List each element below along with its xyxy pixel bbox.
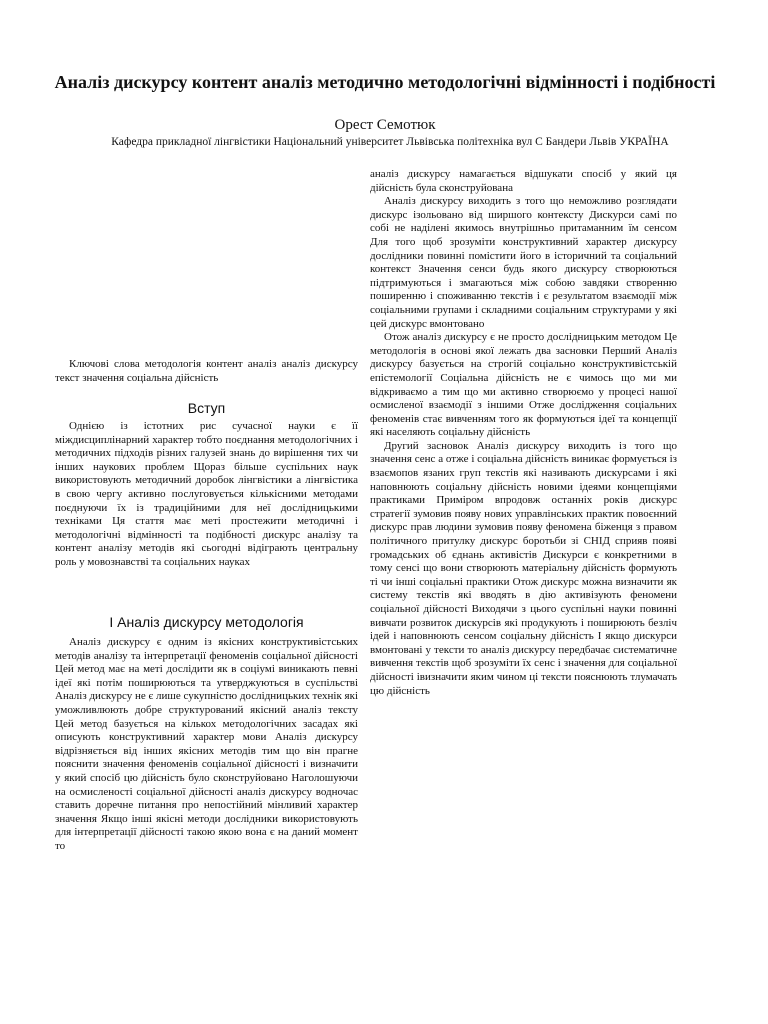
intro-heading: Вступ xyxy=(187,400,226,416)
section1 xyxy=(55,636,358,854)
paper-title: Аналіз дискурсу контент аналіз методично методологічні відмінності і подібності xyxy=(54,72,716,92)
right-column xyxy=(370,168,677,698)
section1-heading: I Аналіз дискурсу методологія xyxy=(109,614,304,630)
right-paragraph-3: Отож аналіз дискурсу є не просто дослідницьким методом Це методологія в основі якої лежать два засновки Перший Аналіз дискурсу базується на строгій соціально конструктивістській епістемології Соціальна дійсність не є чимось що ми ми відкриваємо а тим що ми активно створюємо у процесі нашої осмисленої взаємодії з іншими Отже дослідження соціальних феноменів стає вивченням того як формуються ідеї та концепції які населяють соціальну дійсність xyxy=(370,331,677,439)
right-paragraph-1: аналіз дискурсу намагається відшукати спосіб у який ця дійсність була сконструйована xyxy=(370,168,677,194)
right-paragraph-2: Аналіз дискурсу виходить з того що неможливо розглядати дискурс ізольовано від ширшого контексту Дискурси самі по собі не наділені якимось внутрішньо притаманним їм сенсом Для того щоб зрозуміти конструктивний характер дискурсу дослідники повинні помістити його в історичний та соціальний контекст Значення сенси будь якого дискурсу створюються підтримуються і змагаються між собою завдяки створенню поширенню і споживанню текстів і є результатом взаємодії між соціальними групами і складними соціальним структурами у які цей дискурс вмонтовано xyxy=(370,195,677,330)
author-affiliation: Кафедра прикладної лінгвістики Національний університет Львівська політехніка вул С Бандери Львів УКРАЇНА xyxy=(111,136,669,148)
intro-paragraph: Однією із істотних рис сучасної науки є її міждисциплінарний характер тобто поєднання методологічних і методичних підходів різних галузей знань до вирішення тих чи інших наукових проблем Щораз більше суспільних наук використовують методичний доробок лінгвістики а лінгвістика в свою чергу активно послуговується кількісними методами поєднуючи їх із традиційними для неї дослідницькими техніками Ця стаття має меті простежити методичні і методологічні відмінності та подібності дискурс аналізу та контент аналізу методів які сьогодні відіграють центральну роль у мовознавстві та соціальних науках xyxy=(55,420,358,568)
author-name: Орест Семотюк xyxy=(334,117,436,133)
section1-paragraph: Аналіз дискурсу є одним із якісних конструктивістських методів аналізу та інтерпретації феноменів соціальної дійсності Цей метод має на меті дослідити як в соціумі виникають певні ідеї які потім поширюються та утверджуються в суспільстві Аналіз дискурсу не є лише сукупністю дослідницьких технік які уможливлюють добре структурований якісний аналіз тексту Цей метод базується на кількох методологічних засадах які описують конструктивний характер мови Аналіз дискурсу відрізняється від інших якісних методів тим що він прагне пояснити значення феноменів соціальної дійсності і визначити у який спосіб цю дійсність було сконструйовано Наголошуючи на осмисленості соціальної дійсності аналіз дискурсу водночас ставить доречне питання про непостійний мінливий характер значення Якщо інші якісні методи дослідники використовують для інтерпретації дійсності такою якою вона є на даний момент то xyxy=(55,636,358,852)
intro-section xyxy=(55,420,358,570)
right-paragraph-4: Другий засновок Аналіз дискурсу виходить із того що значення сенс а отже і соціальна дійсність виникає формується із взаємопов язаних груп текстів які називають дискурсами і які наповнюють соціальну дійсність новими ідеями концепціями практиками Приміром впродовж останніх років дискурс стратегії зумовив появу нових управлінських практик повоєнний дискурс прав людини зумовив появу феномена біженця з правом політичного притулку дискурс боротьби зі СНІД сприяв появі громадських об єднань активістів Дискурси є конкретними в тому сенсі що вони створюють матеріальну дійсність формують ті чи інші соціальні практики Отож дискурс можна визначити як систему текстів які вводять в дію активізують феномени соціальної дійсності Виходячи з цього суспільні науки повинні вивчати розвиток дискурсів які продукують і поширюють безліч ідей і наповнюють сенсом соціальну дійсність I якщо дискурси вмонтовані у тексти то аналіз дискурсу передбачає систематичне вивчення текстів щоб зрозуміти їх сенс і значення для соціальної дійсності івизначити яким чином ці тексти пояснюють тлумачать цю дійсність xyxy=(370,439,677,697)
keywords: Ключові слова методологія контент аналіз аналіз дискурсу текст значення соціальна дійсність xyxy=(55,358,358,384)
